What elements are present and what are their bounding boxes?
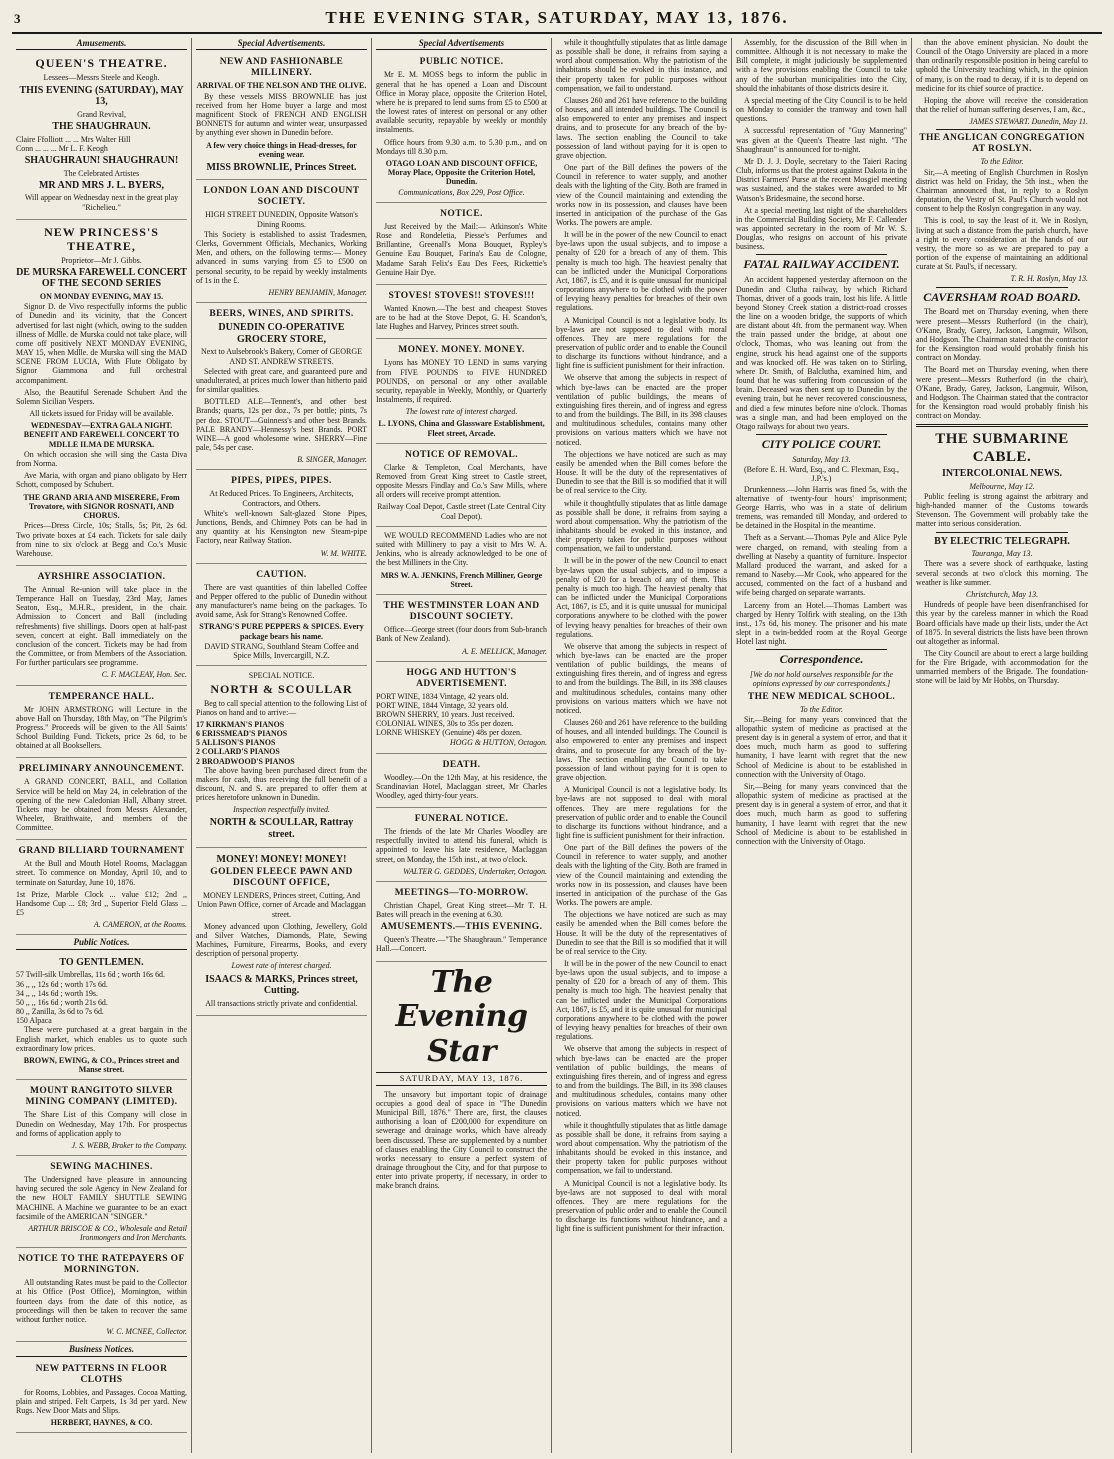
column-3 <box>372 38 552 1453</box>
wed-text-2: Ave Maria, with organ and piano obligato by Herr Schott, composed by Schubert. <box>16 471 187 490</box>
leader-cont-1: while it thoughtfully stipulates that as little damage as possible shall be done, it refrains from saying a word about compensation. Why the patriotism of the inhabitants should be evoked in this instance, and their property taken for public purposes without compensation, we fail to understand. <box>556 38 727 93</box>
anglican-text: Sir,—A meeting of English Churchmen in Roslyn district was held on Friday, the 5th inst., when the Chairman announced that, in reply to a Roslyn deputation, the Vestry of St. Paul's Church would not consent to help the Roslyn congregation in any way. <box>916 167 1088 214</box>
millinery-ad <box>196 53 367 180</box>
leader-dateline: SATURDAY, MAY 13, 1876. <box>376 1072 547 1086</box>
prelim-title: PRELIMINARY ANNOUNCEMENT. <box>18 764 185 775</box>
caversham-text: The Board met on Thursday evening, when there were present—Messrs Rutherford (in the chair), O'Kane, Brady, Garey, Jackson, Langmuir, Wilson, and Hodgson. The Chairman stated that the contractor for the Kensington road would probably finish his contract on Monday. <box>916 365 1088 421</box>
anglican-sig: T. R. H. Roslyn, May 13. <box>1010 274 1088 284</box>
millinery-text: By these vessels MISS BROWNLIE has just received from her Home buyer a large and most magnificent Stock of FRENCH AND ENGLISH BONNETS for autumn and winter wear, unsurpassed by anything ever shown in Dunedin before. <box>196 91 367 138</box>
north-scoullar-ad <box>196 668 367 847</box>
leader-cont-4: It will be in the power of the new Council to enact bye-laws upon the usual subjects, and to impose a penalty of £20 for a breach of any of them. This penalty is much too high. The heaviest penalty that can be inflicted under the Municipal Corporations Act, 1867, is £5, and it is quite unusual for municipal corporations anywhere to be clothed with the power of levying heavy penalties for breaches of their own regulations. <box>556 556 727 639</box>
brown-sig: BROWN, EWING, & CO., Princes street and Manse street. <box>23 1055 180 1075</box>
queens-wed: Will appear on Wednesday next in the great play "Richelieu." <box>24 193 179 212</box>
corr-note: [We do not hold ourselves responsible for the opinions expressed by our correspondents.] <box>750 670 893 689</box>
caution-title: CAUTION. <box>256 569 307 580</box>
cable-title: THE SUBMARINE CABLE. <box>935 431 1069 465</box>
billiard-ad <box>16 842 187 935</box>
special-ads-heading-3: Special Advertisements <box>376 38 547 50</box>
queens-cast-2: Conn ... ... ... Mr L. F. Keogh <box>16 143 108 153</box>
fleece-text: MONEY LENDERS, Princes street, Cutting, And Union Pawn Office, corner of Arcade and Maclaggan street. <box>197 891 366 919</box>
leader-cont-6: We observe that among the subjects in respect of which bye-laws can be enacted are the proper ventilation of public buildings, the means of extinguishing fires therein, and of ingress and egress to and from the buildings. The Bill, in its 398 clauses and multitudinous schedules, contains many other provisions on various matters which we have not noticed. <box>556 373 727 447</box>
news-3: A successful representation of "Guy Mannering" was given at the Queen's Theatre last night. "The Shaughraun" is announced for to-night. <box>736 126 907 154</box>
golden-fleece-ad <box>196 850 367 1016</box>
special-ads-heading: Special Advertisements. <box>196 38 367 50</box>
notice-text: Just Received by the Mail:— Atkinson's White Rose and Rondeletia, Piesse's Perfumes and Brillantine, Greenall's Mona Bouquet, Rypley's Genuine Eau Bouquet, Farina's Eau de Cologne, Madame Sarah Felix's Eau Des Fees, Rickettie's Genuine Hair Dye. <box>376 221 547 277</box>
special-title: SPECIAL NOTICE. <box>248 671 315 681</box>
coop-text: Selected with great care, and guaranteed pure and unadulterated, at prices much lower than hitherto paid for similar qualities. <box>196 366 367 395</box>
intercolonial-title: INTERCOLONIAL NEWS. <box>941 468 1063 480</box>
column-2 <box>192 38 372 1453</box>
ayrshire-sig: C. F. MACLEAY, Hon. Sec. <box>101 670 187 680</box>
north-text: Beg to call special attention to the following List of Pianos on hand and to arrive:— <box>196 698 367 717</box>
prices: Prices—Dress Circle, 10s; Stalls, 5s; Pit, 2s 6d. Two private boxes at £4 each. Tickets for sale daily from nine to six o'clock at Begg and Co.'s Music Warehouse. <box>16 521 187 558</box>
pub-title: PUBLIC NOTICE. <box>419 57 504 68</box>
princess-title: NEW PRINCESS'S THEATRE, <box>44 224 159 253</box>
umbrella-line: 36 ,, ,, 12s 6d ; worth 17s 6d. <box>16 979 108 989</box>
coop-sig: B. SINGER, Manager. <box>297 455 367 465</box>
gentlemen-title: TO GENTLEMEN. <box>59 956 144 968</box>
money3-text: Lyons has MONEY TO LEND in sums varying from FIVE POUNDS to FIVE HUNDRED POUNDS, on personal or any other available security, repayable in Weekly, Monthly, or Quarterly Instalments, if required. <box>376 358 547 404</box>
coop-items: BOTTLED ALE—Tennent's, and other best Brands; quarts, 12s per doz., 7s per bottle; pints, 7s per doz. STOUT—Guinness's and other best Brands. PALE BRANDY—Hennessy's best Brands. PORT WINE—A good wholesome wine. SHERRY—Fine pale, 54s per case. <box>196 397 367 453</box>
school-title: THE NEW MEDICAL SCHOOL. <box>747 691 896 702</box>
leader-cont-2: Clauses 260 and 261 have reference to the building of houses, and all intended buildings. The Council is also empowered to enter any premises and inspect drains, and to prosecute for any breach of the by-laws. The section enabling the Council to take possession of land without paying for it is open to grave objection. <box>556 718 727 783</box>
amusements-title: AMUSEMENTS.—THIS EVENING. <box>380 922 543 933</box>
death-notice <box>376 756 547 808</box>
billiard-text: At the Bull and Mouth Hotel Rooms, Maclaggan street. To commence on Monday, April 10, and to terminate on Saturday, June 10, 1876. <box>16 859 187 887</box>
money3-rate: The lowest rate of interest charged. <box>405 407 518 417</box>
news-4: Mr D. J. J. Doyle, secretary to the Taieri Racing Club, informs us that the protest against Dakota in the District Farmers' Purse at the recent Mosgiel meeting was sustained, and the stakes were awarded to Mr Watson's Bridesmaine, the second horse. <box>736 156 907 203</box>
stoves-title: STOVES! STOVES!! STOVES!!! <box>388 290 535 301</box>
queens-play: THE SHAUGHRAUN. <box>52 121 151 133</box>
court-date: Saturday, May 13. <box>792 454 851 464</box>
anglican-title: THE ANGLICAN CONGREGATION AT ROSLYN. <box>919 133 1085 155</box>
news-2: A special meeting of the City Council is to be held on Monday to consider the tramway and town hall questions. <box>736 95 907 124</box>
caution-sig: STRANG'S PURE PEPPERS & SPICES. Every package bears his name. <box>199 622 364 641</box>
rate-sig: W. C. MCNEE, Collector. <box>106 1326 187 1336</box>
business-notices-heading: Business Notices. <box>16 1344 187 1356</box>
amusements-heading: Amusements. <box>16 38 187 50</box>
mining-text: The Share List of this Company will close in Dunedin on Wednesday, May 17th. For prospectus and forms of application apply to <box>16 1110 187 1138</box>
letter-close: Hoping the above will receive the consideration that the relief of human suffering deserves, I am, &c., <box>916 95 1088 115</box>
ayrshire-ad <box>16 568 187 686</box>
divider <box>916 424 1088 427</box>
leader-cont-6: We observe that among the subjects in respect of which bye-laws can be enacted are the proper ventilation of public buildings, the means of extinguishing fires therein, and of ingress and egress to and from the buildings. The Bill, in its 398 clauses and multitudinous schedules, contains many other provisions on various matters which we have not noticed. <box>556 1044 727 1118</box>
umbrella-line: 150 Alpaca <box>16 1016 52 1026</box>
floor-ad <box>16 1360 187 1434</box>
school-to: To the Editor. <box>799 704 844 714</box>
removal-text: Clarke & Templeton, Coal Merchants, have Removed from Great King street to Castle street, opposite Messrs Findlay and Co.'s Saw Mills, where all orders will receive prompt attention. <box>376 462 547 500</box>
hogg-item: COLONIAL WINES, 30s to 35s per dozen. <box>376 719 514 729</box>
caution-ad <box>196 566 367 667</box>
death-title: DEATH. <box>442 759 481 770</box>
removal-title: NOTICE OF REMOVAL. <box>404 449 519 460</box>
stoves-ad <box>376 287 547 339</box>
prelim-ad <box>16 760 187 840</box>
westminster-ad <box>376 597 547 662</box>
hogg-item: LORNE WHISKEY (Genuine) 48s per dozen. <box>376 728 522 738</box>
money3-sig: L. LYONS, China and Glassware Establishment, Fleet street, Arcade. <box>378 419 545 438</box>
queens-title: QUEEN'S THEATRE. <box>35 56 168 71</box>
masthead <box>12 8 1102 34</box>
floor-sig: HERBERT, HAYNES, & CO. <box>50 1418 153 1428</box>
north-sig: NORTH & SCOULLAR, Rattray street. <box>209 817 354 841</box>
caution-text: There are vast quantities of thin labelled Coffee and Pepper offered to the public of Dunedin without any manufacturer's name being on the packages. To avoid same, Ask for Strang's Renowned Coffee. <box>196 582 367 620</box>
school-text: Sir,—Being for many years convinced that the allopathic system of medicine as practised at the present day is in general a system of error, and that it does much, much harm as good to suffering humanity, I have learnt with regret that the new School of Medicine is about to be established in connection with the University of Otago. <box>736 781 907 846</box>
pub-hours: Office hours from 9.30 a.m. to 5.30 p.m., and on Mondays till 8.30 p.m. <box>376 137 547 156</box>
caution-sig-2: DAVID STRANG, Southland Steam Coffee and Spice Mills, Invercargill, N.Z. <box>204 641 359 661</box>
jenkins-text: WE WOULD RECOMMEND Ladies who are not suited with Millinery to pay a visit to Mrs W. A. Jenkins, who is already acknowledged to be one of the best Milliners in the City. <box>376 531 547 568</box>
coop-sub: Next to Aulsebrook's Bakery, Corner of GEORGE AND ST. ANDREW STREETS. <box>200 347 363 366</box>
fatal-text: An accident happened yesterday afternoon on the Dunedin and Clutha railway, by which Richard Thomas, driver of a goods train, lost his life. A little beyond Stoney Creek station a district-road crosses the line on a wooden bridge, the supports of which are distant about 4ft. from the permanent way. When the train passed under the bridge, at about one o'clock, Thomas, who was leaning out from the engine, struck his head against one of the supports and was knocked off. He was taken on to Stirling, where Dr. Smith, of Balclutha, examined him, and found that he was suffering from concussion of the brain. Deceased was then sent up to Dunedin by the evening train, but he never recovered consciousness, and died a few minutes before nine o'clock. Thomas was a single man, and had been employed on the Otago railways for about two years. <box>736 275 907 431</box>
column-5 <box>732 38 912 1453</box>
sewing-title: SEWING MACHINES. <box>50 1162 153 1173</box>
corr-title: Correspondence. <box>779 652 864 667</box>
court-text-3: Larceny from an Hotel.—Thomas Lambert was charged by Henry Tolfirk with stealing, on the 13th inst., 17s 6d, his money. The prisoner and his mate slept in a twin-bedded room at the Royal George Hotel last night. <box>736 600 907 647</box>
removal-sig: Railway Coal Depot, Castle street (Late Central City Coal Depot). <box>377 502 546 521</box>
wed-line: WEDNESDAY—EXTRA GALA NIGHT. BENEFIT AND FAREWELL CONCERT TO MDLLE ILMA DE MURSKA. <box>23 421 180 449</box>
billiard-prizes: 1st Prize, Marble Clock ... value £12; 2nd ,, Handsome Cup ... £8; 3rd ,, Superior Field Glass ... £5 <box>16 889 187 918</box>
jenkins-ad <box>376 529 547 595</box>
school-text: Sir,—Being for many years convinced that the allopathic system of medicine as practised at the present day is in general a system of error, and that it does much, much harm as good to suffering humanity, I have learnt with regret that the new School of Medicine is about to be established in connection with the University of Otago. <box>736 714 907 779</box>
princess-proprietor: Proprietor—Mr J. Gibbs. <box>61 255 142 265</box>
north-piano: 5 ALLISON'S PIANOS <box>196 738 276 748</box>
divider <box>756 649 887 650</box>
leader-cont-5: A Municipal Council is not a legislative body. Its bye-laws are not supposed to deal with moral offences. They are mere regulations for the preservation of public order and to enable the Council to discharge its functions without hindrance, and a light fine is sufficient punishment for their infraction. <box>556 785 727 840</box>
fleece-title: GOLDEN FLEECE PAWN AND DISCOUNT OFFICE, <box>210 867 353 889</box>
funeral-sig: WALTER G. GEDDES, Undertaker, Octagon. <box>403 866 547 876</box>
mining-ad <box>16 1082 187 1156</box>
divider <box>936 532 1068 533</box>
tauranga-date: Tauranga, May 13. <box>971 549 1033 559</box>
north-piano: 2 COLLARD'S PIANOS <box>196 747 280 757</box>
pub-sig: OTAGO LOAN AND DISCOUNT OFFICE, Moray Place, Opposite the Criterion Hotel, Dunedin. <box>385 158 538 187</box>
north-piano: 6 ERISSMEAD'S PIANOS <box>196 729 288 739</box>
meetings-title: MEETINGS—TO-MORROW. <box>394 887 529 898</box>
melb-text: Public feeling is strong against the arbitrary and high-handed manner of the Customs towards Stevenson. The Government will probably take the matter into serious consideration. <box>916 492 1088 529</box>
millinery-title: NEW AND FASHIONABLE MILLINERY. <box>219 57 344 79</box>
notice-title: NOTICE. <box>440 208 483 219</box>
isaacs-sig: ISAACS & MARKS, Princes street, Cutting. <box>205 973 358 997</box>
hogg-item: PORT WINE, 1834 Vintage, 42 years old. <box>376 691 509 701</box>
column-4 <box>552 38 732 1453</box>
rate-ad <box>16 1250 187 1342</box>
stoves-text: Wanted Known.—The best and cheapest Stoves are to be had at the Stove Depot, G. H. Scandon's, late Hughes and Harvey, Princes street south. <box>376 303 547 332</box>
pipes-text: White's well-known Salt-glazed Stone Pipes, Junctions, Bends, and Chimney Pots can be had in any quantity at his Kensington new Steam-pipe Factory, near Railway Station. <box>196 508 367 546</box>
queens-tableaux: The Celebrated Artistes <box>63 168 140 178</box>
divider <box>936 129 1068 130</box>
loan-sub: HIGH STREET DUNEDIN, Opposite Watson's Dining Rooms. <box>205 210 358 229</box>
billiard-title: GRAND BILLIARD TOURNAMENT <box>18 846 185 857</box>
leader-cont-5: A Municipal Council is not a legislative body. Its bye-laws are not supposed to deal with moral offences. They are mere regulations for the preservation of public order and to enable the Council to discharge its functions without hindrance, and a light fine is sufficient punishment for their infraction. <box>556 315 727 371</box>
chch-date: Christchurch, May 13. <box>965 589 1039 599</box>
coop-ad <box>196 305 367 470</box>
caversham-title: CAVERSHAM ROAD BOARD. <box>923 289 1081 304</box>
court-text: Drunkenness.—John Harris was fined 5s, with the alternative of twenty-four hours' imprisonment; George Harris, who was in a state of delirium tremens, was remanded till Monday, and ordered to be detained in the Hospital in the meantime. <box>736 484 907 531</box>
lyons-ad <box>376 341 547 443</box>
leader-cont-4: It will be in the power of the new Council to enact bye-laws upon the usual subjects, and to impose a penalty of £20 for a breach of any of them. This penalty is much too high. The heaviest penalty that can be inflicted under the Municipal Corporations Act, 1867, is £5, and it is quite unusual for municipal corporations anywhere to be clothed with the power of levying heavy penalties for breaches of their own regulations. <box>556 959 727 1042</box>
rate-title: NOTICE TO THE RATEPAYERS OF MORNINGTON. <box>18 1254 185 1276</box>
news-1: Assembly, for the discussion of the Bill when in committee. Although it is not necessary to make the Bill complete, it might judiciously be supplemented with a few provisions enabling the Council to take any of the suburban municipalities into the City, should the inhabitants of those districts desire it. <box>736 38 907 93</box>
murska-title: DE MURSKA FAREWELL CONCERT OF THE SECOND SERIES <box>16 266 187 290</box>
queens-theatre-ad <box>16 53 187 219</box>
murska-date: ON MONDAY EVENING, MAY 15. <box>39 292 164 301</box>
billiard-sig: A. CAMERON, at the Rooms. <box>93 920 187 930</box>
melb-date: Melbourne, May 12. <box>969 481 1035 491</box>
isaacs-foot: All transactions strictly private and confidential. <box>205 998 358 1008</box>
news-5: At a special meeting last night of the shareholders in the Commercial Building Society, Mr F. Callender was appointed secretary in the room of Mr W. S. Douglas, who resigns on account of his private business. <box>736 205 907 252</box>
hogg-sig: HOGG & HUTTON, Octagon. <box>450 738 547 748</box>
letter-cont: than the above eminent physician. No doubt the Council of the Otago University are placed in a more than ordinarily responsible position in being careful to uphold the University teaching which, in the opinion of many, is on the road to decay, if it is to depend on medicine for its chief source of practice. <box>916 38 1088 93</box>
masthead-title: THE EVENING STAR, SATURDAY, MAY 13, 1876. <box>325 8 789 27</box>
chch-text-2: The City Council are about to erect a large building for the Fire Brigade, with accommodation for the unmarried members of the Brigade. The foundation-stone will be laid by Mr Hobbs, on Thursday. <box>916 649 1088 686</box>
london-loan-ad <box>196 182 367 303</box>
anglican-text-2: This is cool, to say the least of it. We in Roslyn, living at such a distance from the parish church, have a right to every consideration at the hands of our vestry, the more so as we are prepared to pay a portion of the expense of maintaining an additional curate at St. Paul's, if necessary. <box>916 216 1088 272</box>
millinery-sig: MISS BROWNLIE, Princes Street. <box>206 161 357 173</box>
fatal-title: FATAL RAILWAY ACCIDENT. <box>743 257 900 272</box>
court-title: CITY POLICE COURT. <box>761 437 882 451</box>
hogg-ad <box>376 664 547 754</box>
paper-nameplate: The Evening Star <box>395 964 528 1070</box>
north-title: NORTH & SCOULLAR <box>210 681 353 696</box>
jenkins-sig: MRS W. A. JENKINS, French Milliner, George Street. <box>380 570 543 589</box>
loan-sig: HENRY BENJAMIN, Manager. <box>268 287 367 297</box>
millinery-arrival: ARRIVAL OF THE NELSON AND THE OLIVE. <box>196 81 367 91</box>
umbrella-line: 50 ,, ,, 16s 6d ; worth 21s 6d. <box>16 997 108 1007</box>
amusements-text: Queen's Theatre.—"The Shaughraun." Temperance Hall.—Concert. <box>376 935 547 954</box>
north-piano: 2 BROADWOOD'S PIANOS <box>196 756 295 766</box>
umbrella-line: 80 ,, Zanilla, 3s 6d to 7s 6d. <box>16 1007 104 1017</box>
westminster-title: THE WESTMINSTER LOAN AND DISCOUNT SOCIETY. <box>383 601 540 623</box>
murska-text: Signor D. de Vivo respectfully informs the public of Dunedin and its vicinity, that the Concert advertised for last night (which, owing to the sudden illness of Mdlle. de Murska could not take place, will come off positively NEXT MONDAY EVENING, MAY 15, when Mdlle. de Murska will sing the MAD SCENE FROM LUCIA, With Flute Obligato by Signor Giammona and full orchestral accompaniment. <box>16 302 187 385</box>
beers-title: BEERS, WINES, AND SPIRITS. <box>209 309 354 320</box>
ayrshire-title: AYRSHIRE ASSOCIATION. <box>37 571 166 582</box>
anglican-to: To the Editor. <box>980 157 1024 167</box>
north-text-2: The above having been purchased direct from the makers for cash, thus receiving the full benefit of a discount, N. and S. are prepared to offer them at prices heretofore unknown in Dunedin. <box>196 765 367 803</box>
floor-title: NEW PATTERNS IN FLOOR CLOTHS <box>35 1363 168 1385</box>
divider <box>756 254 887 255</box>
public-notices-heading: Public Notices. <box>16 937 187 949</box>
grand-aria: THE GRAND ARIA AND MISERERE, From Trovatore, with SIGNOR ROSNATI, AND CHORUS. <box>23 492 180 521</box>
perfume-notice <box>376 205 547 285</box>
removal-ad <box>376 446 547 527</box>
queens-cast-1: Claire Ffolliott ... ... Mrs Walter Hill <box>16 134 131 144</box>
murska-also: Also, the Beautiful Serenade Schubert And the Solemn Sicilian Vespers. <box>16 387 187 406</box>
leader-cont-7: The objections we have noticed are such as may easily be amended when the Bill comes before the House. It will be the duty of the representatives of Dunedin to see that the Bill is so modified that it will be of real service to the City. <box>556 910 727 956</box>
leader-cont-5: A Municipal Council is not a legislative body. Its bye-laws are not supposed to deal with moral offences. They are mere regulations for the preservation of public order and to enable the Council to discharge its functions without hindrance, and a light fine is sufficient punishment for their infraction. <box>556 1178 727 1234</box>
millinery-text-2: A few very choice things in Head-dresses, for evening wear. <box>206 140 357 159</box>
sewing-text: The Undersigned have pleasure in announcing having secured the sole Agency in New Zealand for the new HOLT FAMILY SHUTTLE SEWING MACHINE. A Machine we guarantee to be an exact facsimile of the AMERICAN "SINGER." <box>16 1175 187 1221</box>
divider <box>756 434 887 435</box>
hogg-item: PORT WINE, 1844 Vintage, 32 years old. <box>376 700 509 710</box>
funeral-notice <box>376 810 547 882</box>
page-number: 3 <box>14 11 21 26</box>
column-1 <box>12 38 192 1453</box>
prelim-text: A GRAND CONCERT, BALL, and Collation Service will be held on May 24, in celebration of the opening of the new Caledonian Hall, Albany street. Tickets may be obtained from Messrs Alexander, Wheeler, Braithwaite, and members of the Committee. <box>16 777 187 833</box>
fleece-text-2: Money advanced upon Clothing, Jewellery, Gold and Silver Watches, Diamonds, Plate, Sewing Machines, Furniture, Firearms, Books, and every description of personal property. <box>196 921 367 959</box>
chch-text: Hundreds of people have been disenfranchised for this year by the careless manner in which the Road Board officials have made up their lists, under the Act of 1875. In several districts the lists have been thrown out altogether as informal. <box>916 600 1088 646</box>
fleece-rates: Lowest rate of interest charged. <box>231 961 332 971</box>
pipes-title: PIPES, PIPES, PIPES. <box>231 476 332 487</box>
princess-theatre-ad <box>16 222 187 566</box>
murska-tickets: All tickets issued for Friday will be available. <box>29 408 174 418</box>
letter-sig: JAMES STEWART. Dunedin, May 11. <box>969 117 1088 127</box>
death-text: Woodley.—On the 12th May, at his residence, the Scandinavian Hotel, Maclaggan street, Mr Charles Woodley, aged thirty-four years. <box>376 772 547 800</box>
leader-cont-7: The objections we have noticed are such as may easily be amended when the Bill comes before the House. It will be the duty of the representatives of Dunedin to see that the Bill is so modified that it will be of real service to the City. <box>556 449 727 496</box>
temperance-text: Mr JOHN ARMSTRONG will Lecture in the above Hall on Thursday, 18th May, on "The Pilgrim's Progress." Proceeds will be given to the All Saints' School Building Fund. Tickets, price 2s 6d, to be obtained at all Booksellers. <box>16 704 187 751</box>
court-text-2: Theft as a Servant.—Thomas Pyle and Alice Pyle were charged, on remand, with stealing from a dwelling at Naseby a quantity of furniture. Inspector Mallard produced the warrant, and asked for a remand to Naseby.—Mr Cook, who appeared for the accused, commented on the fact of a husband and wife being charged on separate warrants. <box>736 533 907 598</box>
funeral-text: The friends of the late Mr Charles Woodley are respectfully invited to attend his funeral, which is appointed to leave his late residence, Maclaggan street, on Monday, the 15th inst., at two o'clock. <box>376 827 547 864</box>
queens-revival: Grand Revival, <box>77 109 126 119</box>
sewing-ad <box>16 1158 187 1248</box>
leader-cont-3: One part of the Bill defines the powers of the Council in reference to water supply, and another deals with the lighting of the City. Both are framed in view of the Council maintaining and extending the works now in its possession, and clauses have been inserted in anticipation of the purchase of the Gas Works. The powers are ample. <box>556 843 727 908</box>
funeral-title: FUNERAL NOTICE. <box>414 814 509 825</box>
temperance-title: TEMPERANCE HALL. <box>48 691 155 702</box>
umbrella-line: 34 ,, ,, 14s 6d ; worth 19s. <box>16 988 98 998</box>
divider <box>936 287 1068 288</box>
queens-evening: THIS EVENING (SATURDAY), MAY 13, <box>19 84 184 108</box>
pipes-sub: At Reduced Prices. To Engineers, Architects, Contractors, and Others. <box>209 489 354 508</box>
queens-artistes: MR AND MRS J. L. BYERS, <box>38 179 164 191</box>
moss-ad <box>376 53 547 202</box>
mining-sig: J. S. WEBB, Broker to the Company. <box>71 1140 187 1150</box>
leader-text: The unsavory but important topic of drainage occupies a good deal of space in "The Dunedin Municipal Bill, 1876." There are, first, the clauses authorising a loan of £200,000 for expenditure on sewerage and drainage works, which have already been discussed. These are supplemented by a number of clauses enabling the City Council to construct the works necessary to ensure a perfect system of drainage throughout the City, and for that purpose to enter into private property, if necessary, in order to make branch drains. <box>376 1089 547 1191</box>
leader-cont-1: while it thoughtfully stipulates that as little damage as possible shall be done, it refrains from saying a word about compensation. Why the patriotism of the inhabitants should be evoked in this instance, and their property taken for public purposes without compensation, we fail to understand. <box>556 1120 727 1176</box>
umbrella-text: These were purchased at a great bargain in the English market, which enables us to quote such extraordinary low prices. <box>16 1025 187 1053</box>
queens-lessee: Lessees—Messrs Steele and Keogh. <box>43 73 160 83</box>
money3-title: MONEY. MONEY. MONEY. <box>398 345 525 356</box>
westminster-sig: A. E. MELLICK, Manager. <box>462 646 547 656</box>
court-bench: (Before E. H. Ward, Esq., and C. Flexman, Esq., J.P.'s.) <box>744 465 899 484</box>
rate-text: All outstanding Rates must be paid to the Collector at his Office (Post Office), Mornington, within fourteen days from the date of this notice, as proceedings will then be taken to recover the same without further notice. <box>16 1278 187 1324</box>
ayrshire-text: The Annual Re-union will take place in the Temperance Hall on Tuesday, 23rd May, James Seaton, Esq., M.H.R., president, in the chair. Admission to Concert and Ball (including refreshments) five shillings. Doors open at half-past seven, concert at eight. Ball immediately on the conclusion of the concert. Tickets may be had from the Committee, or from Members of the Association. For further particulars see programme. <box>16 585 187 668</box>
pipes-sig: W. M. WHITE. <box>320 548 367 558</box>
mining-title: MOUNT RANGITOTO SILVER MINING COMPANY (LIMITED). <box>25 1086 178 1108</box>
loan-text: This Society is established to assist Tradesmen, Clerks, Government Officials, Mechanics, Working Men, and others, on the following terms:— Money advanced in sums varying from £5 to £500 on personal security, to be repaid by weekly instalments of 1s in the £. <box>196 229 367 285</box>
caversham-text: The Board met on Thursday evening, when there were present—Messrs Rutherford (in the chair), O'Kane, Brady, Garey, Jackson, Langmuir, Wilson, and Hodgson. The Chairman stated that the contractor for the Kensington road would probably finish his contract on Monday. <box>916 307 1088 363</box>
pub-text: Mr E. M. MOSS begs to inform the public in general that he has opened a Loan and Discount Office in Moray place, opposite the Criterion Hotel, where he is prepared to lend sums from £5 to £500 at the lowest rates of interest on personal or any other available security, repayable by weekly or monthly instalments. <box>376 70 547 135</box>
telegraph-title: BY ELECTRIC TELEGRAPH. <box>934 535 1070 547</box>
columns <box>12 38 1102 1453</box>
money-title: MONEY! MONEY! MONEY! <box>216 853 347 865</box>
loan-title: LONDON LOAN AND DISCOUNT SOCIETY. <box>203 186 360 208</box>
gentlemen-ad <box>16 953 187 1081</box>
sewing-sig: ARTHUR BRISCOE & CO., Wholesale and Retail Ironmongers and Iron Merchants. <box>28 1223 187 1242</box>
leader-cont-4: It will be in the power of the new Council to enact bye-laws upon the usual subjects, and to impose a penalty of £20 for a breach of any of them. This penalty is much too high. The heaviest penalty that can be inflicted under the Municipal Corporations Act, 1867, is £5, and it is quite unusual for municipal corporations anywhere to be clothed with the power of levying heavy penalties for breaches of their own regulations. <box>556 230 727 313</box>
tauranga-text: There was a severe shock of earthquake, lasting several seconds at two o'clock this morning. The weather is like summer. <box>916 559 1088 587</box>
meetings-notice <box>376 884 547 962</box>
leader-cont-3: One part of the Bill defines the powers of the Council in reference to water supply, and another deals with the lighting of the City. Both are framed in view of the Council maintaining and extending the works now in its possession, and clauses have been inserted in anticipation of the purchase of the Gas Works. The powers are ample. <box>556 163 727 227</box>
queens-shaughraun: SHAUGHRAUN! SHAUGHRAUN! <box>24 154 179 166</box>
pub-box: Communications, Box 229, Post Office. <box>398 187 525 197</box>
north-piano: 17 KIRKMAN'S PIANOS <box>196 719 285 729</box>
leader-cont-1: while it thoughtfully stipulates that as little damage as possible shall be done, it refrains from saying a word about compensation. Why the patriotism of the inhabitants should be evoked in this instance, and their property taken for public purposes without compensation, we fail to understand. <box>556 498 727 554</box>
hogg-title: HOGG AND HUTTON'S ADVERTISEMENT. <box>406 667 517 689</box>
leader-cont-6: We observe that among the subjects in respect of which bye-laws can be enacted are the proper ventilation of public buildings, the means of extinguishing fires therein, and of ingress and egress to and from the buildings. The Bill, in its 398 clauses and multitudinous schedules, contains many other provisions on various matters which we have not noticed. <box>556 641 727 715</box>
temperance-ad <box>16 688 187 759</box>
leader-cont-2: Clauses 260 and 261 have reference to the building of houses, and all intended buildings. The Council is also empowered to enter any premises and inspect drains, and to prosecute for any breach of the by-laws. The section enabling the Council to take possession of land without paying for it is open to grave objection. <box>556 95 727 160</box>
floor-text: for Rooms, Lobbies, and Passages. Cocoa Matting, plain and striped. Felt Carpets, 1s 3d per yard. New Rugs. New Door Mats and Slips. <box>16 1387 187 1415</box>
coop-title: DUNEDIN CO-OPERATIVE GROCERY STORE, <box>218 322 345 345</box>
wed-text: On which occasion she will sing the Casta Diva from Norma. <box>16 449 187 469</box>
meetings-text: Christian Chapel, Great King street—Mr T. H. Bates will preach in the evening at 6.30. <box>376 900 547 920</box>
pipes-ad <box>196 472 367 563</box>
westminster-text: Office—George street (four doors from Sub-branch Bank of New Zealand). <box>376 625 547 644</box>
north-inspect: Inspection respectfully invited. <box>233 805 330 815</box>
hogg-item: BROWN SHERRY, 10 years. Just received. <box>376 710 515 720</box>
umbrella-line: 57 Twill-silk Umbrellas, 11s 6d ; worth 16s 6d. <box>16 970 165 980</box>
column-6 <box>912 38 1092 1453</box>
